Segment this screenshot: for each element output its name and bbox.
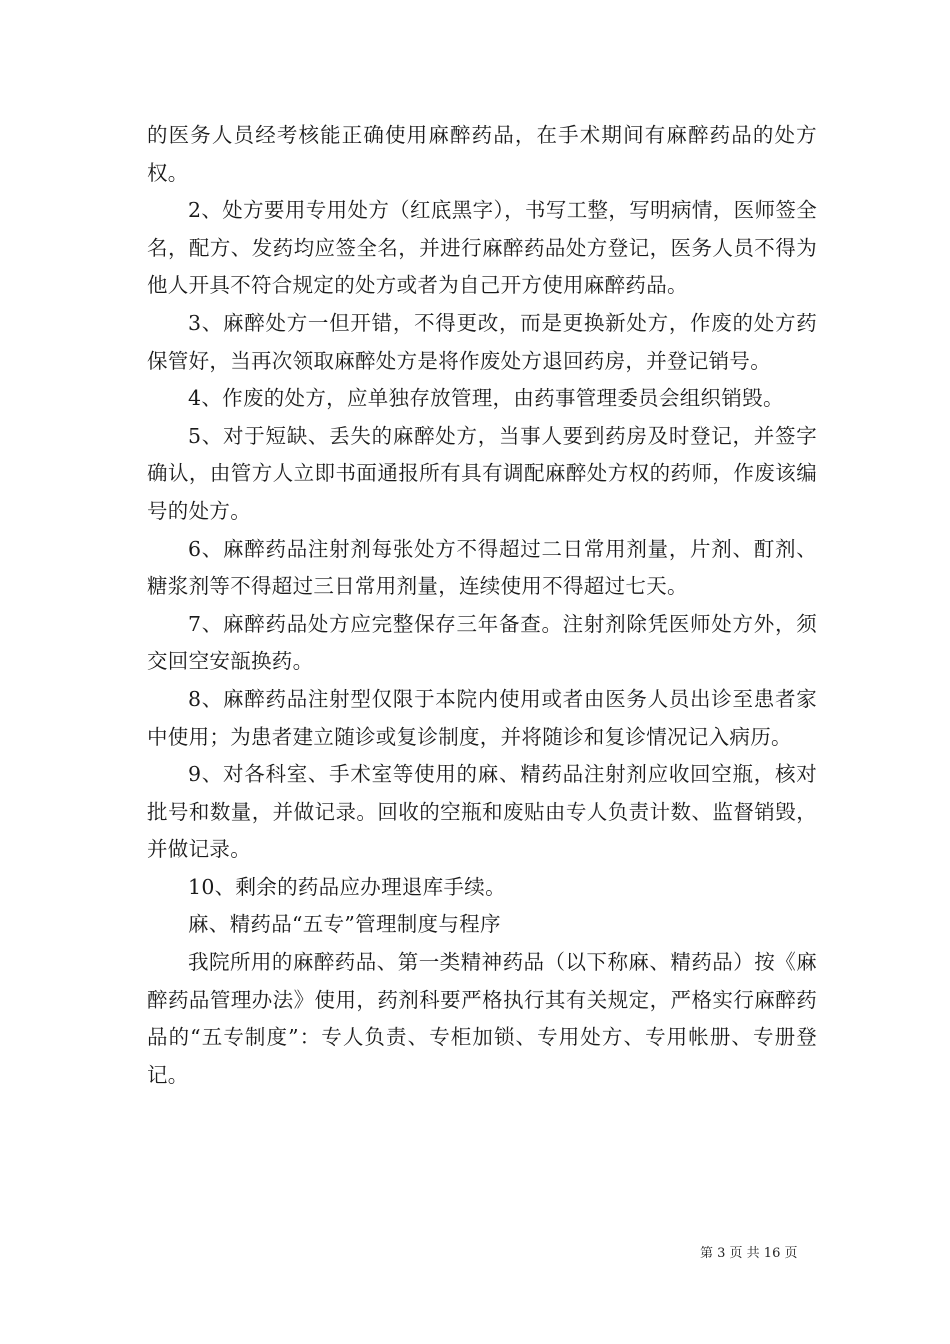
paragraph-item-5: 5、对于短缺、丢失的麻醉处方，当事人要到药房及时登记，并签字确认，由管方人立即书面通报所有具有调配麻醉处方权的药师，作废该编号的处方。 [147,423,817,523]
paragraph-item-8: 8、麻醉药品注射型仅限于本院内使用或者由医务人员出诊至患者家中使用；为患者建立随诊或复诊制度，并将随诊和复诊情况记入病历。 [147,686,817,749]
paragraph-item-7: 7、麻醉药品处方应完整保存三年备查。注射剂除凭医师处方外，须交回空安瓿换药。 [147,611,817,674]
paragraph-item-2: 2、处方要用专用处方（红底黑字），书写工整，写明病情，医师签全名，配方、发药均应签全名，并进行麻醉药品处方登记，医务人员不得为他人开具不符合规定的处方或者为自己开方使用麻醉药品。 [147,198,817,298]
paragraph-item-6: 6、麻醉药品注射剂每张处方不得超过二日常用剂量，片剂、酊剂、糖浆剂等不得超过三日常用剂量，连续使用不得超过七天。 [147,536,817,599]
page-number: 第 3 页 共 16 页 [700,1246,798,1261]
document-body [147,117,817,1094]
paragraph-item-9: 9、对各科室、手术室等使用的麻、精药品注射剂应收回空瓶，核对批号和数量，并做记录。回收的空瓶和废贴由专人负责计数、监督销毁，并做记录。 [147,762,817,862]
paragraph-continuation: 的医务人员经考核能正确使用麻醉药品，在手术期间有麻醉药品的处方权。 [147,123,817,185]
paragraph-item-10: 10、剩余的药品应办理退库手续。 [188,874,506,899]
paragraph-intro: 我院所用的麻醉药品、第一类精神药品（以下称麻、精药品）按《麻醉药品管理办法》使用，药剂科要严格执行其有关规定，严格实行麻醉药品的“五专制度”：专人负责、专柜加锁、专用处方、专用帐册、专册登记。 [147,950,817,1087]
paragraph-item-4: 4、作废的处方，应单独存放管理，由药事管理委员会组织销毁。 [188,386,784,411]
section-heading: 麻、精药品“五专”管理制度与程序 [188,912,501,937]
paragraph-item-3: 3、麻醉处方一但开错，不得更改，而是更换新处方，作废的处方药保管好，当再次领取麻醉处方是将作废处方退回药房，并登记销号。 [147,310,817,373]
